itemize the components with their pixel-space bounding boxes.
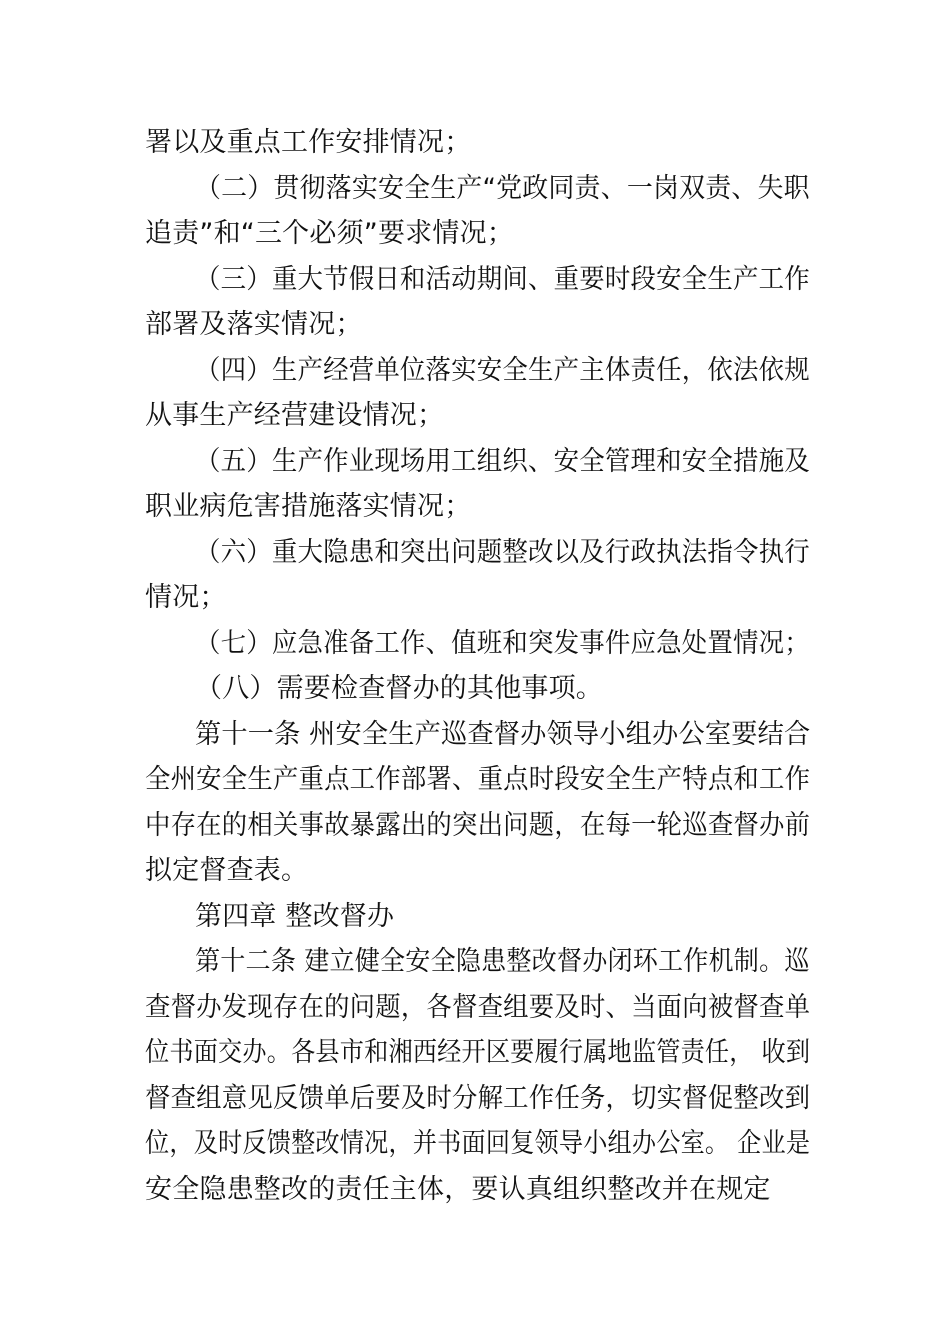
text-line-24: 安全隐患整改的责任主体，要认真组织整改并在规定 xyxy=(145,1174,771,1205)
text-line-13: （八）需要检查督办的其他事项。 xyxy=(195,673,603,704)
text-line-12: （七）应急准备工作、值班和突发事件应急处置情况； xyxy=(195,628,810,659)
text-line-7: 从事生产经营建设情况； xyxy=(145,400,445,431)
text-line-2: （二）贯彻落实安全生产“党政同责、一岗双责、失职 xyxy=(195,173,810,204)
text-line-5: 部署及落实情况； xyxy=(145,309,363,340)
text-line-1: 署以及重点工作安排情况； xyxy=(145,127,472,158)
text-line-6: （四）生产经营单位落实安全生产主体责任，依法依规 xyxy=(195,355,810,386)
text-line-10: （六）重大隐患和突出问题整改以及行政执法指令执行 xyxy=(195,537,810,568)
text-line-8: （五）生产作业现场用工组织、安全管理和安全措施及 xyxy=(195,446,810,477)
text-line-21: 位书面交办。各县市和湘西经开区要履行属地监管责任， 收到 xyxy=(145,1037,811,1068)
text-line-16: 中存在的相关事故暴露出的突出问题，在每一轮巡查督办前 xyxy=(145,810,811,841)
chapter-heading: 第四章 整改督办 xyxy=(195,901,395,932)
text-line-20: 查督办发现存在的问题，各督查组要及时、当面向被督查单 xyxy=(145,992,811,1023)
text-line-19: 第十二条 建立健全安全隐患整改督办闭环工作机制。巡 xyxy=(195,946,810,977)
text-line-11: 情况； xyxy=(145,582,227,613)
text-line-14: 第十一条 州安全生产巡查督办领导小组办公室要结合 xyxy=(195,719,811,750)
text-line-15: 全州安全生产重点工作部署、重点时段安全生产特点和工作 xyxy=(145,764,811,795)
text-line-3: 追责”和“三个必须”要求情况； xyxy=(145,218,514,249)
text-line-9: 职业病危害措施落实情况； xyxy=(145,491,472,522)
text-line-23: 位，及时反馈整改情况，并书面回复领导小组办公室。 企业是 xyxy=(145,1128,811,1159)
text-line-17: 拟定督查表。 xyxy=(145,855,309,886)
text-line-22: 督查组意见反馈单后要及时分解工作任务，切实督促整改到 xyxy=(145,1083,811,1114)
text-line-4: （三）重大节假日和活动期间、重要时段安全生产工作 xyxy=(195,264,810,295)
